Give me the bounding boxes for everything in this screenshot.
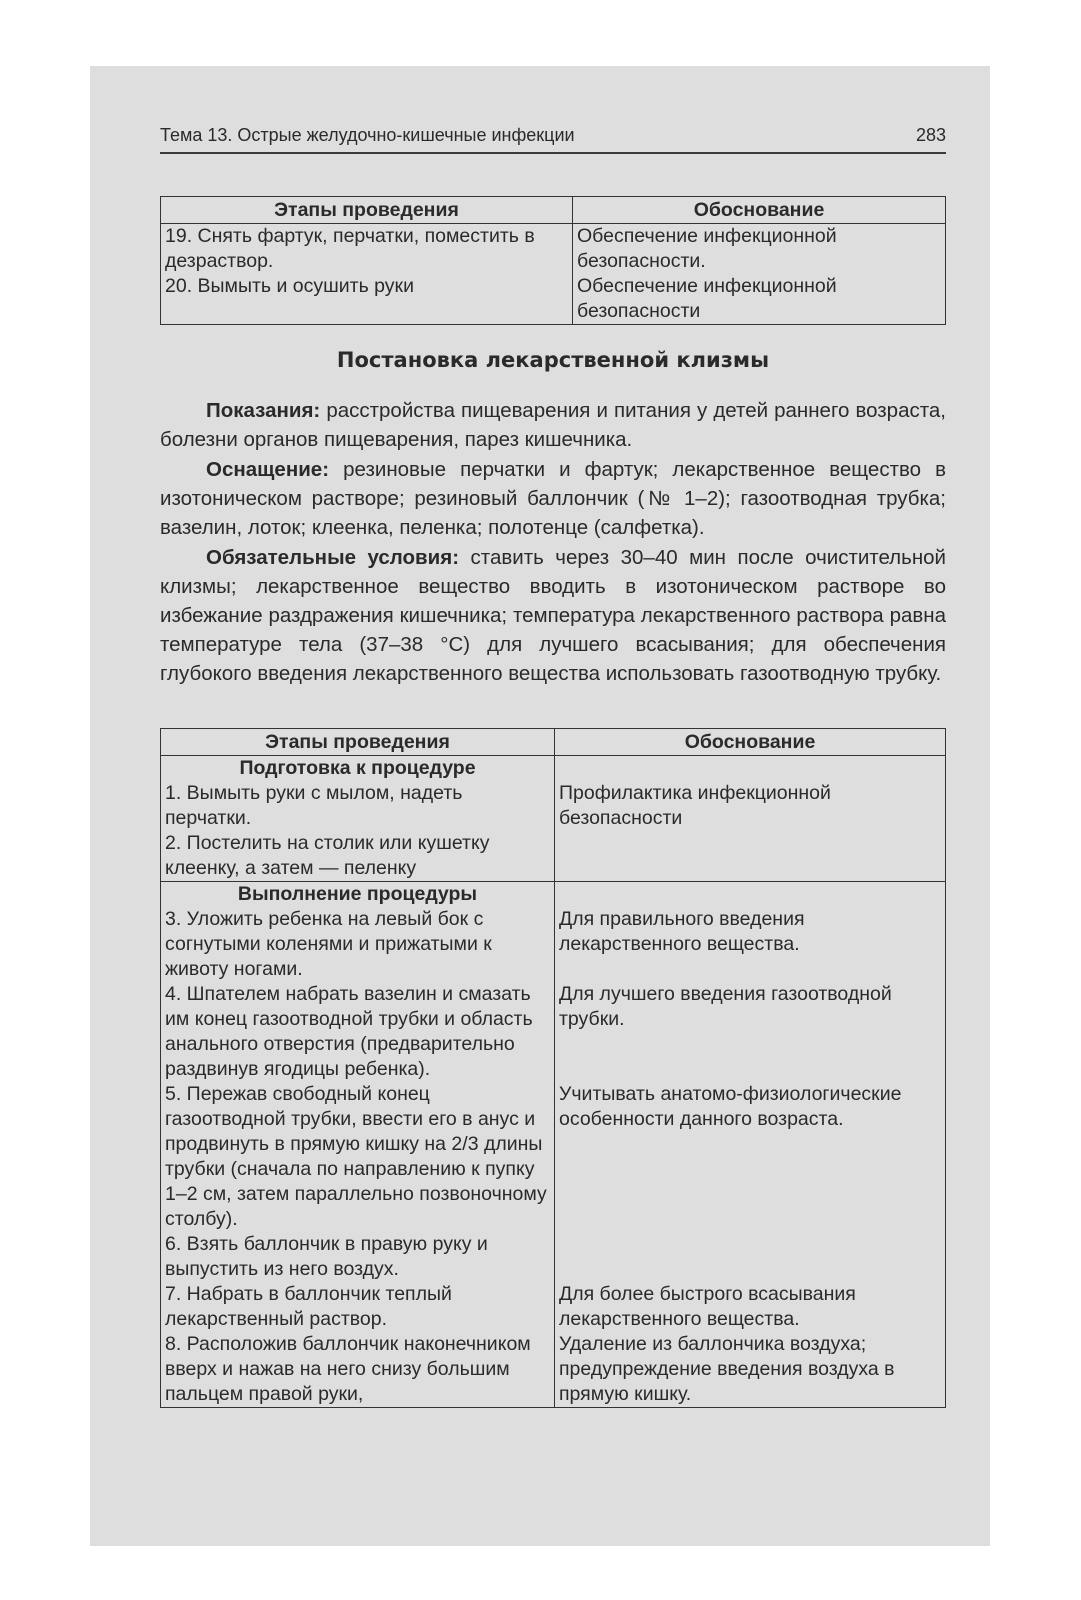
scanned-page — [90, 66, 990, 1546]
section-title: Постановка лекарственной клизмы — [336, 348, 770, 372]
reason-cell — [573, 224, 946, 325]
steps-cell — [161, 224, 573, 325]
step-item: 8. Расположив баллончик наконечником вверх и нажав на него снизу большим пальцем правой руки, — [165, 1333, 531, 1405]
column-header-reason: Обоснование — [555, 729, 946, 756]
reason-cell — [555, 1282, 946, 1332]
reason-cell — [555, 982, 946, 1082]
steps-table-top — [160, 196, 946, 325]
running-header — [160, 122, 946, 154]
steps-cell — [161, 1332, 555, 1408]
reason-item: Учитывать анатомо-физиологические особенности данного возраста. — [559, 1083, 902, 1130]
column-header-steps: Этапы проведения — [161, 197, 573, 224]
step-item: 2. Постелить на столик или кушетку клеенку, а затем — пеленку — [165, 832, 490, 879]
page-number: 283 — [915, 125, 946, 145]
step-item: 20. Вымыть и осушить руки — [165, 275, 414, 297]
table-row — [161, 1332, 946, 1408]
reason-item: Для правильного введения лекарственного вещества. — [559, 908, 805, 955]
subheading: Выполнение процедуры — [237, 883, 478, 905]
table-row — [161, 1082, 946, 1282]
step-item: 3. Уложить ребенка на левый бок с согнутыми коленями и прижатыми к животу ногами. — [165, 908, 492, 980]
paragraph-text: расстройства пищеварения и питания у детей раннего возраста, болезни органов пищеварения, парез кишечника. — [160, 399, 946, 451]
steps-cell — [161, 982, 555, 1082]
step-item: 7. Набрать в баллончик теплый лекарственный раствор. — [165, 1283, 452, 1330]
paragraph-label: Обязательные условия: — [206, 546, 460, 569]
table-row — [161, 224, 946, 325]
step-item: 4. Шпателем набрать вазелин и смазать им конец газоотводной трубки и область анального отверстия (предварительно раздвинув ягодицы ребенка). — [165, 983, 533, 1080]
paragraph-text: резиновые перчатки и фартук; лекарственное вещество в изотоническом растворе; резиновый баллончик (№ 1–2); газоотводная трубка; вазелин, лоток; клеенка, пеленка; полотенце (салфетка). — [160, 458, 946, 539]
step-item: 19. Снять фартук, перчатки, поместить в дезраствор. — [165, 225, 535, 272]
steps-table-main — [160, 728, 946, 1408]
step-item: 6. Взять баллончик в правую руку и выпустить из него воздух. — [165, 1233, 488, 1280]
subheading: Подготовка к процедуре — [239, 757, 476, 779]
steps-cell — [161, 756, 555, 882]
reason-item: Для лучшего введения газоотводной трубки. — [559, 983, 892, 1030]
paragraph-equipment — [160, 455, 946, 542]
reason-cell — [555, 882, 946, 983]
reason-cell — [555, 756, 946, 882]
reason-item: Удаление из баллончика воздуха; предупреждение введения воздуха в прямую кишку. — [559, 1333, 895, 1405]
step-item: 5. Пережав свободный конец газоотводной трубки, ввести его в анус и продвинуть в прямую кишку на 2/3 длины трубки (сначала по направлению к пупку 1–2 см, затем параллельно позвоночному столбу). — [165, 1083, 547, 1230]
steps-cell — [161, 1282, 555, 1332]
paragraph-indications — [160, 396, 946, 454]
column-header-reason: Обоснование — [573, 197, 946, 224]
table-row — [161, 1282, 946, 1332]
reason-cell — [555, 1332, 946, 1408]
column-header-steps: Этапы проведения — [161, 729, 555, 756]
table-row — [161, 882, 946, 983]
reason-item: Обеспечение инфекционной безопасности — [577, 275, 837, 322]
paragraph-label: Оснащение: — [206, 458, 330, 481]
header-title: Тема 13. Острые желудочно-кишечные инфекции — [160, 125, 575, 145]
step-item: 1. Вымыть руки с мылом, надеть перчатки. — [165, 782, 463, 829]
paragraph-text: ставить через 30–40 мин после очистительной клизмы; лекарственное вещество вводить в изотоническом растворе во избежание раздражения кишечника; температура лекарственного раствора равна температуре тела (37–38 °С) для лучшего всасывания; для обеспечения глубокого введения лекарственного вещества использовать газоотводную трубку. — [160, 546, 946, 685]
steps-cell — [161, 1082, 555, 1282]
reason-cell — [555, 1082, 946, 1282]
table-row — [161, 982, 946, 1082]
reason-item: Для более быстрого всасывания лекарственного вещества. — [559, 1283, 856, 1330]
reason-item: Профилактика инфекционной безопасности — [559, 782, 831, 829]
reason-item: Обеспечение инфекционной безопасности. — [577, 225, 837, 272]
paragraph-label: Показания: — [206, 399, 321, 422]
steps-cell — [161, 882, 555, 983]
table-row — [161, 756, 946, 882]
paragraph-conditions — [160, 543, 946, 688]
